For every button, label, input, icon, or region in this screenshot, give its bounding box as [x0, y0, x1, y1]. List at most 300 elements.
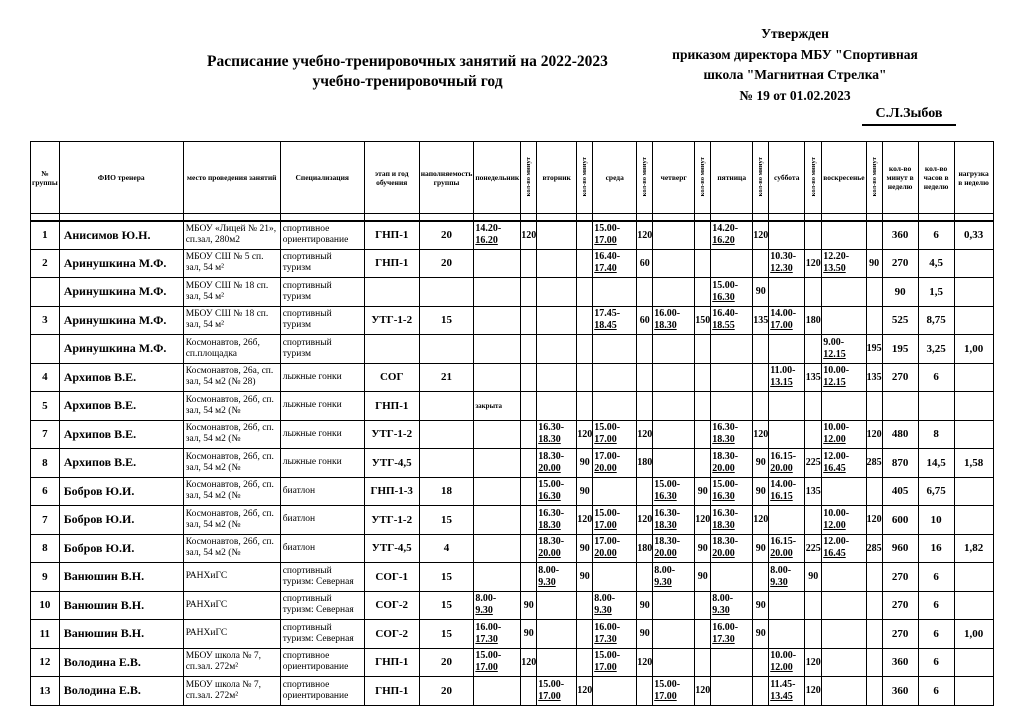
- week-minutes-cell: 480: [882, 420, 918, 449]
- tuesday-time-cell: [537, 335, 577, 364]
- friday-minutes-cell: 135: [753, 306, 769, 335]
- load-cell: 1,00: [954, 335, 993, 364]
- header-minutes-fri: кол-во минут: [753, 142, 769, 214]
- thursday-minutes-cell: [695, 278, 711, 307]
- header-minutes-wed: кол-во минут: [637, 142, 653, 214]
- tuesday-minutes-cell: [577, 648, 593, 677]
- sunday-minutes-cell: 285: [866, 449, 882, 478]
- group-number-cell: 11: [31, 620, 60, 649]
- load-cell: [954, 591, 993, 620]
- sunday-time-cell: 10.00- 12.00: [822, 506, 866, 535]
- thursday-time-cell: 15.00- 17.00: [653, 677, 695, 706]
- group-number-cell: 7: [31, 506, 60, 535]
- week-minutes-cell: 270: [882, 249, 918, 278]
- saturday-time-cell: 11.45- 13.45: [769, 677, 805, 706]
- saturday-minutes-cell: 120: [805, 249, 822, 278]
- thursday-time-cell: [653, 620, 695, 649]
- group-size-cell: 20: [419, 677, 474, 706]
- group-number-cell: 10: [31, 591, 60, 620]
- place-cell: МБОУ школа № 7, сп.зал. 272м²: [183, 648, 280, 677]
- wednesday-time-cell: [593, 477, 637, 506]
- place-cell: МБОУ СШ № 18 сп. зал, 54 м²: [183, 306, 280, 335]
- place-cell: Космонавтов, 26б, сп. зал, 54 м2 (№: [183, 477, 280, 506]
- friday-time-cell: 18.30- 20.00: [711, 534, 753, 563]
- specialization-cell: спортивное ориентирование: [280, 648, 364, 677]
- sunday-minutes-cell: [866, 221, 882, 250]
- thursday-minutes-cell: 90: [695, 563, 711, 592]
- monday-time-cell: [474, 278, 521, 307]
- trainer-cell: Аринушкина М.Ф.: [59, 249, 183, 278]
- specialization-cell: спортивное ориентирование: [280, 221, 364, 250]
- table-row: [31, 620, 994, 649]
- sunday-minutes-cell: 120: [866, 506, 882, 535]
- wednesday-minutes-cell: [637, 278, 653, 307]
- friday-minutes-cell: [753, 563, 769, 592]
- week-hours-cell: 14,5: [918, 449, 954, 478]
- load-cell: 1,82: [954, 534, 993, 563]
- saturday-time-cell: [769, 620, 805, 649]
- header-place: место проведения занятий: [183, 142, 280, 214]
- thursday-minutes-cell: [695, 648, 711, 677]
- sunday-minutes-cell: [866, 392, 882, 421]
- trainer-cell: Ванюшин В.Н.: [59, 620, 183, 649]
- stage-cell: УТГ-4,5: [364, 449, 419, 478]
- week-hours-cell: 1,5: [918, 278, 954, 307]
- specialization-cell: спортивный туризм: Северная: [280, 591, 364, 620]
- week-hours-cell: 6: [918, 591, 954, 620]
- place-cell: МБОУ СШ № 18 сп. зал, 54 м²: [183, 278, 280, 307]
- load-cell: [954, 249, 993, 278]
- group-number-cell: [31, 335, 60, 364]
- place-cell: РАНХиГС: [183, 591, 280, 620]
- saturday-time-cell: [769, 392, 805, 421]
- friday-time-cell: [711, 563, 753, 592]
- friday-minutes-cell: [753, 648, 769, 677]
- sunday-minutes-cell: [866, 591, 882, 620]
- stage-cell: ГНП-1: [364, 677, 419, 706]
- header-week-minutes: кол-во минут в неделю: [882, 142, 918, 214]
- group-size-cell: 15: [419, 306, 474, 335]
- header-wednesday: среда: [593, 142, 637, 214]
- week-hours-cell: 3,25: [918, 335, 954, 364]
- tuesday-time-cell: 15.00- 17.00: [537, 677, 577, 706]
- header-minutes-tue: кол-во минут: [577, 142, 593, 214]
- sunday-time-cell: [822, 677, 866, 706]
- monday-minutes-cell: [521, 335, 537, 364]
- place-cell: Космонавтов, 26б, сп. зал, 54 м2 (№: [183, 534, 280, 563]
- group-size-cell: [419, 278, 474, 307]
- trainer-cell: Бобров Ю.И.: [59, 506, 183, 535]
- specialization-cell: биатлон: [280, 477, 364, 506]
- load-cell: [954, 677, 993, 706]
- week-minutes-cell: 360: [882, 648, 918, 677]
- tuesday-time-cell: 18.30- 20.00: [537, 534, 577, 563]
- trainer-cell: Архипов В.Е.: [59, 449, 183, 478]
- table-row: [31, 420, 994, 449]
- trainer-cell: Архипов В.Е.: [59, 420, 183, 449]
- wednesday-time-cell: [593, 278, 637, 307]
- week-minutes-cell: 360: [882, 677, 918, 706]
- week-minutes-cell: 600: [882, 506, 918, 535]
- week-minutes-cell: 195: [882, 335, 918, 364]
- friday-time-cell: 8.00- 9.30: [711, 591, 753, 620]
- monday-minutes-cell: [521, 420, 537, 449]
- sunday-time-cell: [822, 392, 866, 421]
- table-row: [31, 506, 994, 535]
- tuesday-time-cell: [537, 591, 577, 620]
- saturday-time-cell: 14.00- 17.00: [769, 306, 805, 335]
- sunday-time-cell: [822, 563, 866, 592]
- place-cell: РАНХиГС: [183, 563, 280, 592]
- thursday-minutes-cell: [695, 363, 711, 392]
- specialization-cell: спортивный туризм: [280, 335, 364, 364]
- monday-minutes-cell: [521, 563, 537, 592]
- tuesday-time-cell: [537, 221, 577, 250]
- header-row: [31, 142, 994, 214]
- monday-time-cell: [474, 506, 521, 535]
- tuesday-minutes-cell: [577, 306, 593, 335]
- tuesday-minutes-cell: [577, 249, 593, 278]
- thursday-time-cell: [653, 278, 695, 307]
- load-cell: [954, 420, 993, 449]
- week-hours-cell: 8: [918, 420, 954, 449]
- week-minutes-cell: 270: [882, 363, 918, 392]
- monday-minutes-cell: [521, 506, 537, 535]
- wednesday-minutes-cell: 120: [637, 420, 653, 449]
- week-minutes-cell: 870: [882, 449, 918, 478]
- week-minutes-cell: [882, 392, 918, 421]
- header-minutes-sun: кол-во минут: [866, 142, 882, 214]
- approval-signer: С.Л.Зыбов: [862, 104, 956, 126]
- header-load: нагрузка в неделю: [954, 142, 993, 214]
- saturday-time-cell: [769, 506, 805, 535]
- saturday-minutes-cell: [805, 591, 822, 620]
- friday-time-cell: 18.30- 20.00: [711, 449, 753, 478]
- tuesday-time-cell: [537, 249, 577, 278]
- tuesday-minutes-cell: [577, 591, 593, 620]
- week-hours-cell: [918, 392, 954, 421]
- wednesday-time-cell: 8.00- 9.30: [593, 591, 637, 620]
- header-monday: понедельник: [474, 142, 521, 214]
- week-hours-cell: 6: [918, 620, 954, 649]
- monday-minutes-cell: [521, 363, 537, 392]
- thursday-time-cell: [653, 449, 695, 478]
- friday-time-cell: 16.40- 18.55: [711, 306, 753, 335]
- saturday-minutes-cell: [805, 335, 822, 364]
- specialization-cell: спортивный туризм: [280, 278, 364, 307]
- saturday-time-cell: 8.00- 9.30: [769, 563, 805, 592]
- sunday-time-cell: 10.00- 12.00: [822, 420, 866, 449]
- sunday-minutes-cell: [866, 620, 882, 649]
- wednesday-time-cell: 16.40- 17.40: [593, 249, 637, 278]
- thursday-minutes-cell: [695, 335, 711, 364]
- week-minutes-cell: 525: [882, 306, 918, 335]
- friday-minutes-cell: 90: [753, 477, 769, 506]
- thursday-time-cell: [653, 221, 695, 250]
- wednesday-minutes-cell: 120: [637, 506, 653, 535]
- monday-minutes-cell: [521, 477, 537, 506]
- thursday-minutes-cell: [695, 620, 711, 649]
- week-hours-cell: 4,5: [918, 249, 954, 278]
- monday-time-cell: [474, 363, 521, 392]
- table-row: [31, 392, 994, 421]
- wednesday-minutes-cell: 180: [637, 449, 653, 478]
- saturday-minutes-cell: 120: [805, 648, 822, 677]
- saturday-minutes-cell: [805, 620, 822, 649]
- thursday-time-cell: [653, 648, 695, 677]
- wednesday-time-cell: 17.00- 20.00: [593, 534, 637, 563]
- place-cell: Космонавтов, 26б, сп. зал, 54 м2 (№: [183, 506, 280, 535]
- monday-time-cell: 8.00- 9.30: [474, 591, 521, 620]
- monday-minutes-cell: 120: [521, 648, 537, 677]
- place-cell: МБОУ «Лицей № 21», сп.зал, 280м2: [183, 221, 280, 250]
- friday-minutes-cell: 90: [753, 534, 769, 563]
- group-size-cell: 4: [419, 534, 474, 563]
- sunday-time-cell: [822, 221, 866, 250]
- monday-minutes-cell: [521, 534, 537, 563]
- week-hours-cell: 10: [918, 506, 954, 535]
- friday-time-cell: 14.20- 16.20: [711, 221, 753, 250]
- friday-time-cell: [711, 363, 753, 392]
- friday-minutes-cell: 90: [753, 278, 769, 307]
- group-number-cell: 8: [31, 534, 60, 563]
- specialization-cell: лыжные гонки: [280, 420, 364, 449]
- week-minutes-cell: 90: [882, 278, 918, 307]
- table-row: [31, 363, 994, 392]
- approval-line-2: приказом директора МБУ "Спортивная: [672, 46, 918, 62]
- tuesday-time-cell: 18.30- 20.00: [537, 449, 577, 478]
- group-number-cell: [31, 278, 60, 307]
- sunday-minutes-cell: 120: [866, 420, 882, 449]
- load-cell: [954, 363, 993, 392]
- tuesday-time-cell: [537, 392, 577, 421]
- trainer-cell: Ванюшин В.Н.: [59, 591, 183, 620]
- friday-time-cell: 16.30- 18.30: [711, 420, 753, 449]
- friday-minutes-cell: 90: [753, 620, 769, 649]
- tuesday-minutes-cell: [577, 620, 593, 649]
- saturday-minutes-cell: 135: [805, 477, 822, 506]
- sunday-minutes-cell: [866, 563, 882, 592]
- load-cell: [954, 278, 993, 307]
- document-title: Расписание учебно-тренировочных занятий на 2022-2023 учебно-тренировочный год: [207, 53, 608, 90]
- monday-minutes-cell: [521, 392, 537, 421]
- trainer-cell: Архипов В.Е.: [59, 363, 183, 392]
- header-trainer: ФИО тренера: [59, 142, 183, 214]
- friday-time-cell: 16.30- 18.30: [711, 506, 753, 535]
- wednesday-minutes-cell: [637, 477, 653, 506]
- group-size-cell: 20: [419, 648, 474, 677]
- sunday-minutes-cell: [866, 278, 882, 307]
- monday-minutes-cell: [521, 306, 537, 335]
- monday-time-cell: [474, 249, 521, 278]
- group-size-cell: 20: [419, 249, 474, 278]
- sunday-minutes-cell: 135: [866, 363, 882, 392]
- tuesday-time-cell: [537, 648, 577, 677]
- group-size-cell: [419, 335, 474, 364]
- friday-time-cell: 16.00- 17.30: [711, 620, 753, 649]
- stage-cell: УТГ-1-2: [364, 506, 419, 535]
- monday-time-cell: 14.20- 16.20: [474, 221, 521, 250]
- saturday-time-cell: 10.30- 12.30: [769, 249, 805, 278]
- week-minutes-cell: 360: [882, 221, 918, 250]
- sunday-time-cell: 12.00- 16.45: [822, 449, 866, 478]
- wednesday-time-cell: 15.00- 17.00: [593, 506, 637, 535]
- place-cell: Космонавтов, 26а, сп. зал, 54 м2 (№ 28): [183, 363, 280, 392]
- group-number-cell: 7: [31, 420, 60, 449]
- specialization-cell: спортивный туризм: Северная: [280, 620, 364, 649]
- friday-time-cell: [711, 648, 753, 677]
- week-hours-cell: 6,75: [918, 477, 954, 506]
- monday-time-cell: закрыта: [474, 392, 521, 421]
- group-number-cell: 8: [31, 449, 60, 478]
- thursday-time-cell: 16.30- 18.30: [653, 506, 695, 535]
- header-minutes-mon: кол-во минут: [521, 142, 537, 214]
- header-stage: этап и год обучения: [364, 142, 419, 214]
- trainer-cell: Аринушкина М.Ф.: [59, 335, 183, 364]
- specialization-cell: лыжные гонки: [280, 363, 364, 392]
- trainer-cell: Аринушкина М.Ф.: [59, 278, 183, 307]
- tuesday-time-cell: [537, 363, 577, 392]
- sunday-minutes-cell: [866, 648, 882, 677]
- group-number-cell: 1: [31, 221, 60, 250]
- monday-time-cell: [474, 677, 521, 706]
- trainer-cell: Бобров Ю.И.: [59, 477, 183, 506]
- wednesday-time-cell: [593, 677, 637, 706]
- monday-time-cell: [474, 449, 521, 478]
- monday-time-cell: 15.00- 17.00: [474, 648, 521, 677]
- tuesday-time-cell: [537, 278, 577, 307]
- specialization-cell: спортивный туризм: [280, 306, 364, 335]
- header-friday: пятница: [711, 142, 753, 214]
- place-cell: Космонавтов, 26б, сп. зал, 54 м2 (№: [183, 420, 280, 449]
- load-cell: [954, 648, 993, 677]
- table-row: [31, 249, 994, 278]
- group-size-cell: [419, 449, 474, 478]
- friday-minutes-cell: [753, 363, 769, 392]
- approval-line-1: Утвержден: [761, 26, 829, 41]
- wednesday-time-cell: 15.00- 17.00: [593, 648, 637, 677]
- monday-time-cell: [474, 534, 521, 563]
- saturday-time-cell: [769, 420, 805, 449]
- wednesday-minutes-cell: [637, 563, 653, 592]
- thursday-time-cell: [653, 420, 695, 449]
- tuesday-minutes-cell: 120: [577, 420, 593, 449]
- header-sunday: воскресенье: [822, 142, 866, 214]
- sunday-minutes-cell: 90: [866, 249, 882, 278]
- trainer-cell: Архипов В.Е.: [59, 392, 183, 421]
- header-tuesday: вторник: [537, 142, 577, 214]
- group-number-cell: 12: [31, 648, 60, 677]
- saturday-minutes-cell: 225: [805, 449, 822, 478]
- wednesday-minutes-cell: [637, 677, 653, 706]
- group-number-cell: 4: [31, 363, 60, 392]
- friday-minutes-cell: [753, 677, 769, 706]
- wednesday-time-cell: 15.00- 17.00: [593, 221, 637, 250]
- trainer-cell: Бобров Ю.И.: [59, 534, 183, 563]
- tuesday-time-cell: 8.00- 9.30: [537, 563, 577, 592]
- sunday-time-cell: [822, 648, 866, 677]
- tuesday-time-cell: 15.00- 16.30: [537, 477, 577, 506]
- wednesday-time-cell: [593, 335, 637, 364]
- friday-minutes-cell: 120: [753, 506, 769, 535]
- friday-time-cell: [711, 392, 753, 421]
- stage-cell: [364, 335, 419, 364]
- thursday-minutes-cell: 90: [695, 477, 711, 506]
- header-thursday: четверг: [653, 142, 695, 214]
- schedule-table: [30, 141, 994, 706]
- tuesday-minutes-cell: [577, 221, 593, 250]
- place-cell: РАНХиГС: [183, 620, 280, 649]
- friday-minutes-cell: [753, 249, 769, 278]
- specialization-cell: биатлон: [280, 534, 364, 563]
- header-minutes-sat: кол-во минут: [805, 142, 822, 214]
- tuesday-time-cell: 16.30- 18.30: [537, 506, 577, 535]
- group-size-cell: 21: [419, 363, 474, 392]
- friday-time-cell: [711, 249, 753, 278]
- load-cell: 1,58: [954, 449, 993, 478]
- monday-minutes-cell: [521, 278, 537, 307]
- place-cell: МБОУ школа № 7, сп.зал. 272м²: [183, 677, 280, 706]
- monday-time-cell: [474, 477, 521, 506]
- saturday-time-cell: [769, 335, 805, 364]
- monday-time-cell: [474, 420, 521, 449]
- week-hours-cell: 8,75: [918, 306, 954, 335]
- load-cell: [954, 506, 993, 535]
- thursday-time-cell: [653, 363, 695, 392]
- stage-cell: СОГ-2: [364, 620, 419, 649]
- table-row: [31, 477, 994, 506]
- header-minutes-thu: кол-во минут: [695, 142, 711, 214]
- saturday-time-cell: [769, 221, 805, 250]
- tuesday-minutes-cell: [577, 335, 593, 364]
- week-minutes-cell: 960: [882, 534, 918, 563]
- specialization-cell: лыжные гонки: [280, 392, 364, 421]
- load-cell: [954, 477, 993, 506]
- friday-time-cell: [711, 335, 753, 364]
- specialization-cell: биатлон: [280, 506, 364, 535]
- sunday-time-cell: [822, 477, 866, 506]
- trainer-cell: Анисимов Ю.Н.: [59, 221, 183, 250]
- saturday-minutes-cell: [805, 278, 822, 307]
- table-row: [31, 591, 994, 620]
- stage-cell: СОГ-2: [364, 591, 419, 620]
- stage-cell: ГНП-1: [364, 648, 419, 677]
- group-number-cell: 2: [31, 249, 60, 278]
- thursday-minutes-cell: 120: [695, 506, 711, 535]
- load-cell: [954, 563, 993, 592]
- tuesday-minutes-cell: [577, 392, 593, 421]
- group-size-cell: 15: [419, 506, 474, 535]
- week-hours-cell: 6: [918, 363, 954, 392]
- header-spacer-row: [31, 214, 994, 221]
- saturday-minutes-cell: [805, 420, 822, 449]
- monday-minutes-cell: [521, 249, 537, 278]
- monday-time-cell: [474, 306, 521, 335]
- wednesday-time-cell: 15.00- 17.00: [593, 420, 637, 449]
- stage-cell: УТГ-1-2: [364, 306, 419, 335]
- thursday-minutes-cell: [695, 221, 711, 250]
- tuesday-minutes-cell: 90: [577, 449, 593, 478]
- sunday-time-cell: 9.00- 12.15: [822, 335, 866, 364]
- wednesday-minutes-cell: [637, 335, 653, 364]
- wednesday-minutes-cell: 120: [637, 648, 653, 677]
- monday-minutes-cell: [521, 677, 537, 706]
- tuesday-minutes-cell: 90: [577, 563, 593, 592]
- group-size-cell: 15: [419, 620, 474, 649]
- week-minutes-cell: 405: [882, 477, 918, 506]
- week-minutes-cell: 270: [882, 620, 918, 649]
- load-cell: [954, 306, 993, 335]
